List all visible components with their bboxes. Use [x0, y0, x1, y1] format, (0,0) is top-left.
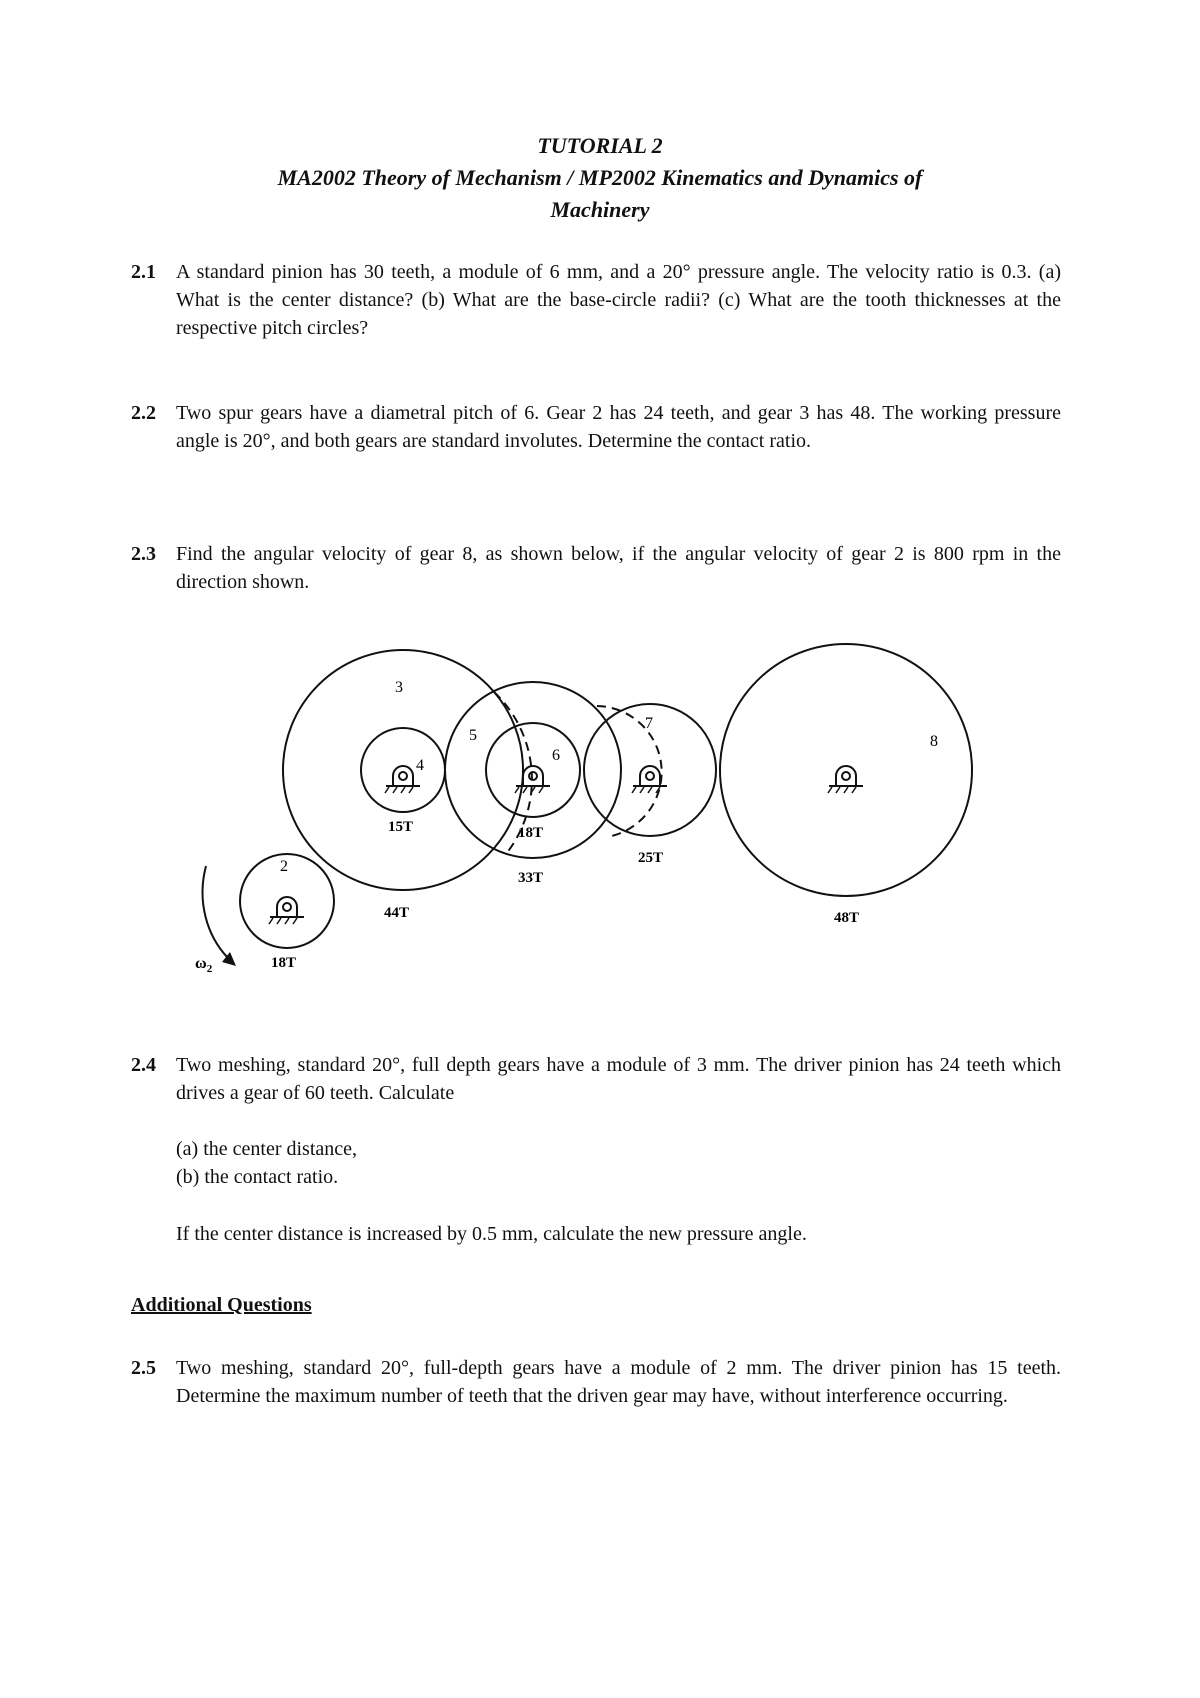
teeth-label: 33T	[518, 870, 544, 886]
question-number: 2.2	[131, 402, 156, 424]
question-text: Two meshing, standard 20°, full-depth gears have a module of 2 mm. The driver pinion has 15 teeth. Determine the maximum number of teeth that the driven gear may have, without interference occurring.	[176, 1357, 1061, 1407]
teeth-label: 48T	[834, 910, 860, 926]
followup-text: If the center distance is increased by 0.5 mm, calculate the new pressure angle.	[176, 1223, 807, 1245]
question-2-4-parts	[131, 1135, 1061, 1191]
rotation-arrow-icon	[203, 866, 228, 958]
gear-label: 8	[930, 733, 938, 750]
question-2-5	[131, 1354, 1061, 1410]
gear-label: 2	[280, 858, 288, 875]
gear-8	[720, 644, 972, 896]
additional-questions-heading: Additional Questions	[131, 1294, 312, 1316]
question-text: Two meshing, standard 20°, full depth gears have a module of 3 mm. The driver pinion has 24 teeth which drives a gear of 60 teeth. Calculate	[176, 1054, 1061, 1104]
question-text: Find the angular velocity of gear 8, as shown below, if the angular velocity of gear 2 is 800 rpm in the direction shown.	[176, 543, 1061, 593]
gear-label: 5	[469, 727, 477, 744]
course-title-continued: Machinery	[550, 197, 650, 222]
gear-label: 6	[552, 747, 560, 764]
gear-label: 7	[645, 715, 653, 732]
bearing-icon	[385, 766, 420, 793]
bearing-icon	[269, 897, 304, 924]
teeth-label: 18T	[518, 825, 544, 841]
bearing-icon	[828, 766, 863, 793]
question-text: Two spur gears have a diametral pitch of 6. Gear 2 has 24 teeth, and gear 3 has 48. The working pressure angle is 20°, and both gears are standard involutes. Determine the contact ratio.	[176, 402, 1061, 452]
question-number: 2.3	[131, 543, 156, 565]
question-number: 2.4	[131, 1054, 156, 1076]
teeth-label: 25T	[638, 850, 664, 866]
teeth-label: 18T	[271, 955, 297, 971]
teeth-label: 44T	[384, 905, 410, 921]
gear-4	[361, 728, 445, 812]
question-text: A standard pinion has 30 teeth, a module of 6 mm, and a 20° pressure angle. The velocity ratio is 0.3. (a) What is the center distance? (b) What are the base-circle radii? (c) What are the tooth thicknesses at the respective pitch circles?	[176, 261, 1061, 339]
page-title: TUTORIAL 2	[537, 133, 663, 158]
teeth-label: 15T	[388, 819, 414, 835]
part-b: (b) the contact ratio.	[176, 1166, 339, 1188]
gear-label: 3	[395, 679, 403, 696]
question-2-4-followup	[131, 1220, 1061, 1248]
question-2-4	[131, 1051, 1061, 1107]
part-a: (a) the center distance,	[176, 1138, 358, 1160]
question-number: 2.1	[131, 261, 156, 283]
course-title: MA2002 Theory of Mechanism / MP2002 Kinematics and Dynamics of	[277, 165, 923, 190]
gear-label: 4	[416, 757, 424, 774]
omega-label: $\omega_2$	[195, 955, 213, 975]
gear-6	[486, 723, 580, 817]
question-number: 2.5	[131, 1357, 156, 1379]
